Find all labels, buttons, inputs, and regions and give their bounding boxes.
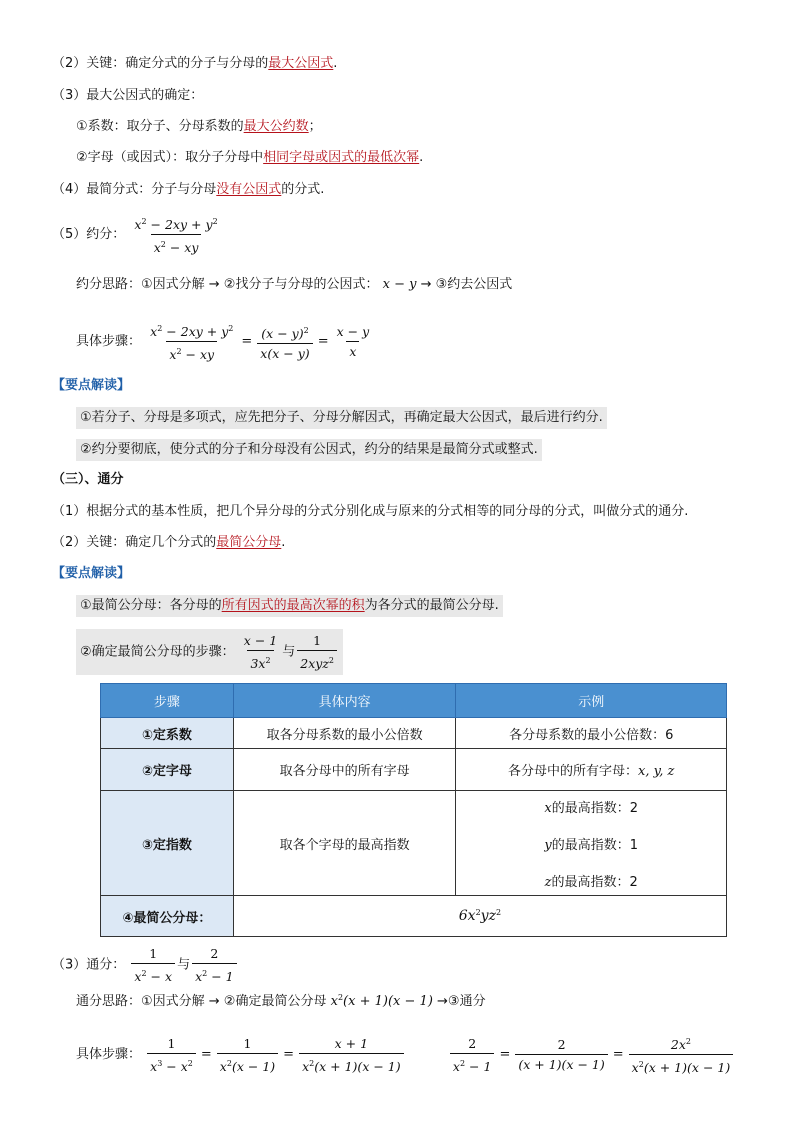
table-row xyxy=(101,718,727,749)
step-cell: ②定字母 xyxy=(101,749,234,791)
fraction: $\frac{1}{x^2(x - 1)}$ xyxy=(217,1035,278,1075)
content-cell: 取各分母系数的最小公倍数 xyxy=(233,718,456,749)
steps-table xyxy=(100,683,727,937)
text: . xyxy=(333,56,338,71)
label: 具体步骤： xyxy=(76,334,142,349)
table-row xyxy=(101,791,727,896)
gcf-title: （3）最大公因式的确定： xyxy=(52,88,204,103)
common-denominator-idea xyxy=(76,989,486,1011)
step-cell: ④最简公分母： xyxy=(101,896,234,937)
common-denominator-key xyxy=(52,534,285,552)
fraction: $\frac{1}{x^2 - x}$ xyxy=(131,945,175,985)
key-point-item: ①若分子、分母是多项式，应先把分子、分母分解因式，再确定最大公因式，最后进行约分. xyxy=(76,407,607,429)
label: 具体步骤： xyxy=(76,1047,142,1062)
key-point-item: ②约分要彻底，使分式的分子和分母没有公因式，约分的结果是最简分式或整式. xyxy=(76,439,542,461)
table-header-row xyxy=(101,684,727,718)
reduce-example xyxy=(52,213,223,256)
text: 的最高指数：2 xyxy=(551,800,639,816)
example-line: y的最高指数：1 xyxy=(544,837,639,853)
text: ①最简公分母：各分母的 xyxy=(80,598,222,613)
text: →③通分 xyxy=(437,994,486,1009)
step-cell: ③定指数 xyxy=(101,791,234,896)
key-points-title: 【要点解读】 xyxy=(52,566,131,581)
result-cell: $6x^2yz^2$ xyxy=(233,896,726,937)
fraction: $\frac{x - y}{x}$ xyxy=(336,324,370,359)
reduce-idea xyxy=(76,276,512,294)
text: 通分思路：①因式分解 → ②确定最简公分母 xyxy=(76,994,327,1009)
fraction: $\frac{2}{x^2 - 1}$ xyxy=(450,1035,495,1075)
text: ； xyxy=(308,119,322,134)
example-line: x的最高指数：2 xyxy=(544,800,639,816)
section-title: （三）、通分 xyxy=(52,472,124,487)
common-denominator-steps: 具体步骤： $\frac{1}{x^3 - x^2}$ = $\frac{1}{x^2(x - 1)}$ = $\frac{x + 1}{x^2(x + 1)(x - 1)}$ $\frac{2}{x^2 - 1}$ = $\frac{2}{(x + 1)(x - 1)}$ = $\frac{2x^2}{x^2(x + 1)(x - 1)}$ xyxy=(76,1033,735,1076)
text: . xyxy=(281,535,286,550)
math: x − y xyxy=(382,277,417,292)
table-row xyxy=(101,896,727,937)
fraction: $\frac{1}{x^3 - x^2}$ xyxy=(147,1035,196,1075)
highlight: 相同字母或因式的最低次幂 xyxy=(263,150,420,165)
common-denominator-def: （1）根据分式的基本性质，把几个异分母的分式分别化成与原来的分式相等的同分母的分式，叫做分式的通分. xyxy=(52,504,689,519)
fraction: $\frac{2}{(x + 1)(x - 1)}$ xyxy=(515,1036,607,1073)
math: x, y, z xyxy=(638,764,675,779)
example-line: z的最高指数：2 xyxy=(544,874,638,890)
text: ②确定最简公分母的步骤： xyxy=(80,644,235,660)
text: 与 xyxy=(282,644,296,660)
label: （5）约分： xyxy=(52,227,126,242)
example-cell xyxy=(456,749,727,791)
text: → ③约去公因式 xyxy=(420,277,513,292)
step-cell: ①定系数 xyxy=(101,718,234,749)
text: （4）最简分式：分子与分母 xyxy=(52,182,217,197)
reduce-steps: 具体步骤： $\frac{x^2 - 2xy + y^2}{x^2 - xy}$ = $\frac{(x - y)^2}{x(x - y)}$ = $\frac{x - y}{x}$ xyxy=(76,320,374,363)
common-denominator-example xyxy=(52,945,239,985)
fraction: $\frac{x^2 - 2xy + y^2}{x^2 - xy}$ xyxy=(134,217,218,255)
key-point-item xyxy=(76,629,343,675)
text: 与 xyxy=(177,957,191,973)
text: （2）关键：确定分式的分子与分母的 xyxy=(52,56,269,71)
fraction: $\frac{x^2 - 2xy + y^2}{x^2 - xy}$ xyxy=(150,324,234,362)
key-points-title: 【要点解读】 xyxy=(52,378,131,393)
table-header: 示例 xyxy=(456,684,727,718)
text: ②字母（或因式）：取分子分母中 xyxy=(76,150,264,165)
text: 各分母中的所有字母： xyxy=(508,764,639,779)
fraction: $\frac{x - 1}{3x^2}$ xyxy=(243,633,278,671)
table-header: 具体内容 xyxy=(233,684,456,718)
gcf-coefficient xyxy=(76,118,322,136)
table-header: 步骤 xyxy=(101,684,234,718)
fraction: $\frac{(x - y)^2}{x(x - y)}$ xyxy=(257,322,312,362)
highlight: 没有公因式 xyxy=(216,182,282,197)
gcf-letter xyxy=(76,149,423,167)
fraction: $\frac{x + 1}{x^2(x + 1)(x - 1)}$ xyxy=(299,1035,404,1075)
highlight: 最大公因式 xyxy=(268,56,334,71)
key-point-item xyxy=(76,595,503,617)
label: （3）通分： xyxy=(52,957,126,973)
highlight: 所有因式的最高次幂的积 xyxy=(221,598,365,613)
simplest-fraction-def xyxy=(52,181,324,199)
math: $x^2(x + 1)(x - 1)$ xyxy=(330,993,433,1009)
content-cell: 取各分母中的所有字母 xyxy=(233,749,456,791)
highlight: 最简公分母 xyxy=(216,535,282,550)
text: ①系数：取分子、分母系数的 xyxy=(76,119,244,134)
table-row xyxy=(101,749,727,791)
text: 的分式. xyxy=(281,182,325,197)
text: 约分思路：①因式分解 → ②找分子与分母的公因式： xyxy=(76,277,379,292)
example-cell xyxy=(456,791,727,896)
fraction: $\frac{2x^2}{x^2(x + 1)(x - 1)}$ xyxy=(629,1033,734,1076)
text: （2）关键：确定几个分式的 xyxy=(52,535,217,550)
fraction: $\frac{2}{x^2 - 1}$ xyxy=(192,945,237,985)
text: 的最高指数：1 xyxy=(551,837,639,853)
key-point-line xyxy=(52,55,337,73)
text: . xyxy=(419,150,424,165)
highlight: 最大公约数 xyxy=(243,119,309,134)
content-cell: 取各个字母的最高指数 xyxy=(233,791,456,896)
example-cell: 各分母系数的最小公倍数：6 xyxy=(456,718,727,749)
text: 的最高指数：2 xyxy=(551,874,638,890)
fraction: $\frac{1}{2xyz^2}$ xyxy=(297,632,337,672)
text: 为各分式的最简公分母. xyxy=(364,598,499,613)
